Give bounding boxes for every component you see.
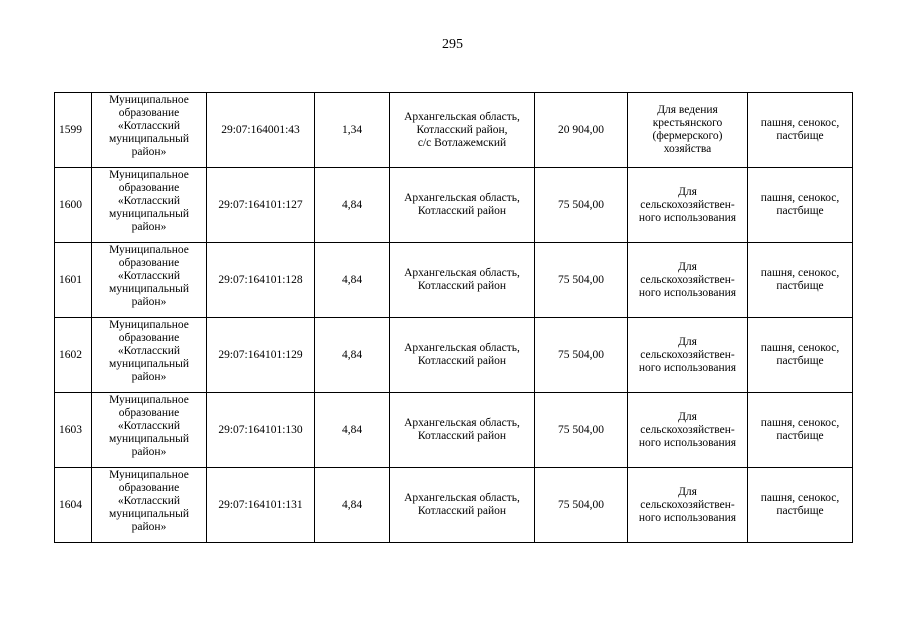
- cell-address-line: с/с Вотлажемский: [417, 136, 507, 149]
- cell-permitted-use-line: сельскохозяйствен-: [640, 273, 735, 286]
- cell-land-type: [748, 468, 853, 543]
- cell-land-type-line: пастбище: [776, 505, 824, 517]
- cell-permitted-use-line: ного использования: [638, 286, 737, 299]
- cell-permitted-use-line: Для: [678, 485, 697, 498]
- cell-address-line: Архангельская область,: [404, 417, 520, 429]
- cell-land-type-line: пашня, сенокос,: [760, 117, 840, 129]
- cell-address-line: Котласский район: [417, 430, 507, 442]
- cell-owner-line: образование: [118, 407, 180, 419]
- cell-permitted-use-line: крестьянского: [652, 117, 723, 129]
- cell-land-type-line: пашня, сенокос,: [760, 342, 840, 354]
- cell-permitted-use: [628, 243, 748, 318]
- cell-address-line: Котласский район: [417, 355, 507, 367]
- cell-owner-line: Муниципальное: [109, 94, 189, 106]
- cell-permitted-use-line: сельскохозяйствен-: [640, 198, 735, 211]
- cell-cadastral-number: 29:07:164001:43: [207, 93, 315, 168]
- cell-permitted-use-line: ного использования: [638, 436, 737, 449]
- cell-cadastral-value: 75 504,00: [535, 168, 628, 243]
- cell-owner-line: «Котласский: [117, 420, 181, 432]
- cell-cadastral-value: 20 904,00: [535, 93, 628, 168]
- cell-owner-line: район»: [131, 221, 167, 233]
- cell-owner-line: «Котласский: [117, 345, 181, 357]
- cell-owner-line: муниципальный: [108, 433, 190, 445]
- cell-area: 4,84: [315, 168, 390, 243]
- cell-cadastral-number: 29:07:164101:131: [207, 468, 315, 543]
- cell-area: 4,84: [315, 318, 390, 393]
- cell-land-type-line: пастбище: [776, 205, 824, 217]
- cell-address: [390, 468, 535, 543]
- cell-record-number: 1599: [55, 93, 92, 168]
- cell-cadastral-number: 29:07:164101:127: [207, 168, 315, 243]
- cell-area: 4,84: [315, 243, 390, 318]
- cell-owner-line: Муниципальное: [109, 394, 189, 406]
- cell-owner-line: «Котласский: [117, 495, 181, 507]
- cell-owner: [92, 393, 207, 468]
- cell-permitted-use-line: ного использования: [638, 361, 737, 374]
- cell-permitted-use: [628, 318, 748, 393]
- cell-permitted-use-line: сельскохозяйствен-: [640, 348, 735, 361]
- table-body: [55, 93, 853, 543]
- cell-owner-line: муниципальный: [108, 208, 190, 220]
- cell-land-type-line: пастбище: [776, 355, 824, 367]
- land-register-table: [54, 92, 853, 543]
- cell-owner-line: район»: [131, 521, 167, 533]
- cell-address-line: Котласский район: [417, 505, 507, 517]
- table-row: [55, 468, 853, 543]
- cell-owner-line: район»: [131, 296, 167, 308]
- cell-owner: [92, 468, 207, 543]
- cell-permitted-use-line: ного использования: [638, 511, 737, 524]
- cell-address-line: Архангельская область,: [404, 192, 520, 204]
- cell-address-line: Архангельская область,: [404, 492, 520, 504]
- cell-permitted-use: [628, 393, 748, 468]
- cell-cadastral-value: 75 504,00: [535, 468, 628, 543]
- cell-land-type-line: пастбище: [776, 130, 824, 142]
- cell-address: [390, 93, 535, 168]
- cell-address-line: Архангельская область,: [404, 342, 520, 354]
- cell-owner-line: «Котласский: [117, 195, 181, 207]
- table-row: [55, 93, 853, 168]
- cell-area: 4,84: [315, 468, 390, 543]
- cell-permitted-use: [628, 468, 748, 543]
- cell-address-line: Архангельская область,: [404, 267, 520, 279]
- cell-owner-line: Муниципальное: [109, 244, 189, 256]
- cell-address: [390, 393, 535, 468]
- cell-cadastral-value: 75 504,00: [535, 243, 628, 318]
- cell-record-number: 1602: [55, 318, 92, 393]
- table-row: [55, 168, 853, 243]
- cell-owner-line: район»: [131, 146, 167, 158]
- cell-owner-line: Муниципальное: [109, 169, 189, 181]
- cell-land-type-line: пастбище: [776, 430, 824, 442]
- cell-owner: [92, 318, 207, 393]
- cell-record-number: 1603: [55, 393, 92, 468]
- cell-record-number: 1600: [55, 168, 92, 243]
- cell-land-type: [748, 168, 853, 243]
- cell-land-type-line: пашня, сенокос,: [760, 267, 840, 279]
- cell-cadastral-number: 29:07:164101:130: [207, 393, 315, 468]
- cell-owner-line: муниципальный: [108, 283, 190, 295]
- cell-owner-line: «Котласский: [117, 270, 181, 282]
- cell-land-type: [748, 243, 853, 318]
- cell-owner-line: образование: [118, 107, 180, 119]
- cell-cadastral-value: 75 504,00: [535, 393, 628, 468]
- cell-permitted-use-line: Для ведения: [657, 104, 718, 116]
- cell-cadastral-number: 29:07:164101:128: [207, 243, 315, 318]
- cell-land-type-line: пашня, сенокос,: [760, 492, 840, 504]
- cell-address-line: Котласский район: [417, 280, 507, 292]
- cell-owner: [92, 168, 207, 243]
- cell-owner-line: муниципальный: [108, 508, 190, 520]
- cell-permitted-use-line: Для: [678, 410, 697, 423]
- table-row: [55, 243, 853, 318]
- cell-area: 1,34: [315, 93, 390, 168]
- cell-address: [390, 168, 535, 243]
- cell-record-number: 1601: [55, 243, 92, 318]
- cell-land-type: [748, 93, 853, 168]
- cell-permitted-use: [628, 168, 748, 243]
- cell-owner: [92, 243, 207, 318]
- cell-address: [390, 318, 535, 393]
- cell-cadastral-number: 29:07:164101:129: [207, 318, 315, 393]
- cell-permitted-use: [628, 93, 748, 168]
- cell-owner: [92, 93, 207, 168]
- cell-address-line: Котласский район,: [416, 123, 508, 136]
- cell-permitted-use-line: сельскохозяйствен-: [640, 498, 735, 511]
- cell-owner-line: муниципальный: [108, 358, 190, 370]
- table-row: [55, 393, 853, 468]
- cell-land-type-line: пашня, сенокос,: [760, 192, 840, 204]
- cell-cadastral-value: 75 504,00: [535, 318, 628, 393]
- cell-owner-line: район»: [131, 371, 167, 383]
- cell-permitted-use-line: (фермерского): [652, 130, 723, 142]
- cell-owner-line: образование: [118, 482, 180, 494]
- table-row: [55, 318, 853, 393]
- cell-permitted-use-line: Для: [678, 260, 697, 273]
- cell-owner-line: «Котласский: [117, 120, 181, 132]
- cell-permitted-use-line: сельскохозяйствен-: [640, 423, 735, 436]
- page-number: 295: [442, 37, 463, 52]
- cell-land-type: [748, 393, 853, 468]
- cell-land-type-line: пастбище: [776, 280, 824, 292]
- cell-address-line: Котласский район: [417, 205, 507, 217]
- cell-owner-line: образование: [118, 182, 180, 194]
- cell-permitted-use-line: Для: [678, 185, 697, 198]
- cell-permitted-use-line: Для: [678, 335, 697, 348]
- cell-permitted-use-line: хозяйства: [663, 143, 712, 155]
- cell-permitted-use-line: ного использования: [638, 211, 737, 224]
- cell-land-type: [748, 318, 853, 393]
- cell-address-line: Архангельская область,: [404, 110, 520, 123]
- cell-address: [390, 243, 535, 318]
- cell-owner-line: Муниципальное: [109, 469, 189, 481]
- cell-owner-line: район»: [131, 446, 167, 458]
- cell-owner-line: муниципальный: [108, 133, 190, 145]
- cell-land-type-line: пашня, сенокос,: [760, 417, 840, 429]
- cell-area: 4,84: [315, 393, 390, 468]
- cell-owner-line: образование: [118, 332, 180, 344]
- cell-record-number: 1604: [55, 468, 92, 543]
- cell-owner-line: Муниципальное: [109, 319, 189, 331]
- cell-owner-line: образование: [118, 257, 180, 269]
